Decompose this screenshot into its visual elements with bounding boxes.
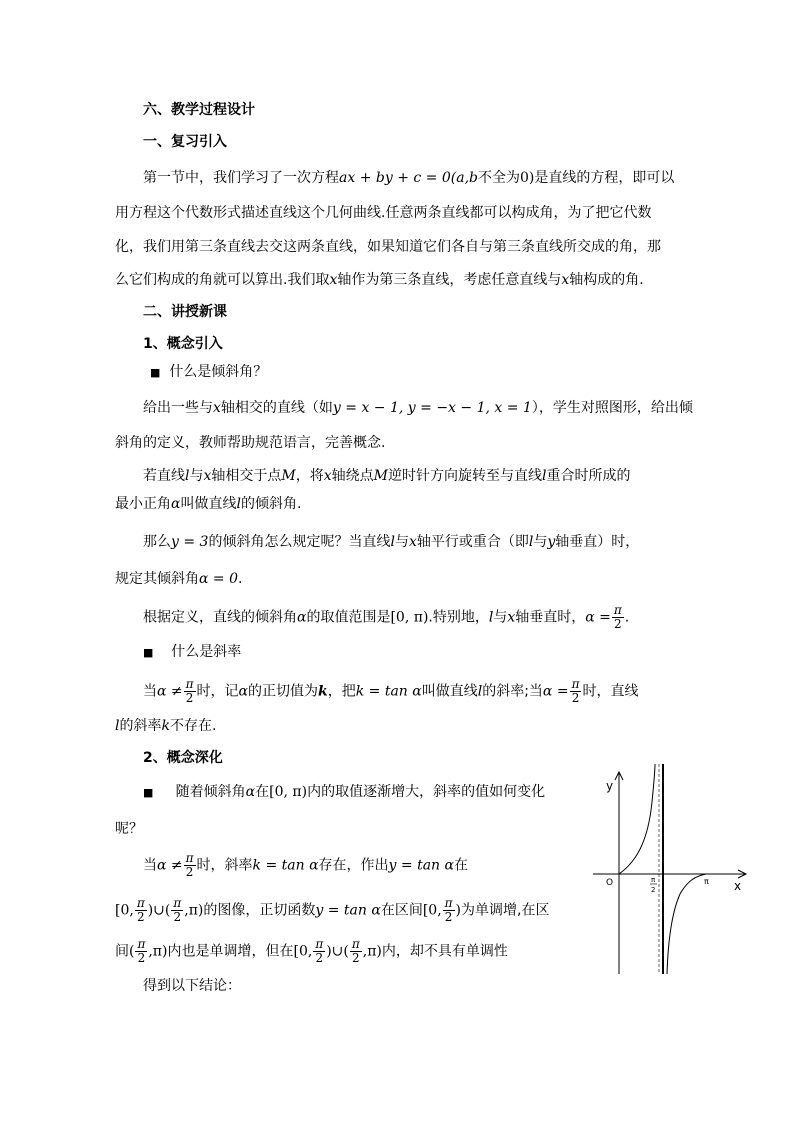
denominator: 2: [135, 951, 147, 965]
question-1: [150, 362, 267, 383]
numerator: π: [571, 677, 580, 691]
text: 么它们构成的角就可以算出.我们取: [115, 272, 330, 288]
section-heading-new-lesson: 二、讲授新课: [143, 304, 227, 320]
range-interval: [0, π): [269, 784, 308, 800]
denominator: 2: [570, 691, 582, 705]
text: 不全为: [477, 170, 520, 186]
text: 为单调增,在区: [461, 902, 550, 919]
numerator: π: [185, 851, 194, 865]
text: 叫做直线: [421, 683, 478, 700]
equation-zero: 0): [519, 170, 535, 186]
origin-label: O: [606, 878, 614, 888]
paragraph-7-line-1: [143, 782, 545, 803]
denominator: 2: [443, 910, 455, 924]
text: 的倾斜角.: [240, 496, 302, 512]
subsection-heading-concept-intro: 1、概念引入: [143, 336, 223, 352]
range-interval: [0, π): [390, 609, 429, 626]
denominator: 2: [171, 910, 183, 924]
equation-line: ax + by + c = 0(a,b: [339, 170, 478, 186]
var-l: l: [528, 534, 534, 550]
text: 第一节中，我们学习了一次方程: [143, 170, 339, 186]
var-l: l: [115, 718, 120, 734]
text: 与: [533, 534, 548, 550]
equation-y-tan: y = tan α: [315, 902, 381, 919]
text: 的取值范围是: [306, 609, 391, 626]
var-x: x: [329, 272, 338, 288]
equation-alpha: α =: [542, 683, 569, 700]
paragraph-6-line-1: [143, 678, 638, 705]
text: 规定其倾斜角: [115, 571, 199, 587]
text: 轴平行或重合（即: [416, 534, 529, 550]
interval-part: ,π): [184, 902, 204, 919]
var-x: x: [203, 468, 212, 484]
text: 重合时所成的: [546, 468, 631, 484]
numerator: π: [315, 937, 324, 951]
fraction-pi-over-2: [135, 938, 147, 965]
paragraph-8-line-3: [115, 938, 508, 965]
interval-part: [0,: [293, 943, 313, 960]
var-l: l: [541, 468, 547, 484]
paragraph-3-line-2: [115, 494, 301, 514]
text: 逆时针方向旋转至与直线: [387, 468, 542, 484]
tick-label-numerator: π: [651, 876, 656, 884]
tan-curve-right-branch: [667, 874, 706, 974]
text: 那么: [143, 534, 171, 550]
var-alpha: α: [171, 496, 181, 512]
text: 是直线的方程，即可以: [534, 170, 675, 186]
text: 当: [143, 857, 157, 874]
denominator: 2: [350, 951, 362, 965]
text: 的倾斜角怎么规定呢？当直线: [208, 534, 391, 550]
numerator: π: [137, 937, 146, 951]
question-text: 什么是倾斜角？: [169, 364, 268, 380]
paragraph-2-line-1: [143, 398, 693, 418]
union-symbol: )∪(: [147, 902, 171, 919]
text: 轴构成的角.: [569, 272, 644, 288]
interval-part: ,π): [362, 943, 382, 960]
paragraph-8-line-2: [115, 897, 549, 924]
fraction-pi-over-2: [570, 678, 582, 705]
fraction-pi-over-2: [135, 897, 147, 924]
var-alpha: α: [238, 683, 248, 700]
text: .特别地，: [428, 609, 489, 626]
text: 不存在.: [169, 718, 217, 734]
fraction-pi-over-2: [171, 897, 183, 924]
paragraph-8-line-1: [143, 852, 468, 879]
var-alpha: α: [245, 784, 256, 800]
text: 轴作为第三条直线，考虑任意直线与: [337, 272, 562, 288]
denominator: 2: [313, 951, 325, 965]
paragraph-9: 得到以下结论：: [143, 978, 241, 994]
equation-alpha-ne: α ≠: [157, 857, 183, 874]
var-l: l: [477, 683, 483, 700]
paragraph-4-line-2: [115, 569, 242, 589]
numerator: π: [173, 896, 182, 910]
text: 给出一些与: [143, 400, 213, 416]
denominator: 2: [612, 617, 624, 631]
end-tick-label: π: [704, 877, 709, 886]
y-axis-label: y: [606, 779, 614, 793]
interval-part: [0,: [422, 902, 442, 919]
var-x: x: [323, 468, 332, 484]
var-k: k: [161, 718, 170, 734]
text: 内，却不具有单调性: [381, 943, 508, 960]
text: 轴垂直时，: [515, 609, 586, 626]
fraction-pi-over-2: [443, 897, 455, 924]
var-x: x: [408, 534, 417, 550]
text: 轴相交于点: [211, 468, 282, 484]
paragraph-1-line-2: 用方程这个代数形式描述直线这个几何曲线.任意两条直线都可以构成角，为了把它代数: [115, 205, 652, 221]
bullet-square-icon: ■: [150, 366, 161, 379]
fraction-pi-over-2: [313, 938, 325, 965]
var-l: l: [185, 468, 190, 484]
text: .: [624, 609, 630, 626]
fraction-pi-over-2: [184, 678, 196, 705]
equation-k-tan: k = tan α: [355, 683, 422, 700]
question-2: [143, 642, 241, 663]
paragraph-2-line-2: 斜角的定义，教师帮助规范语言，完善概念.: [115, 435, 386, 451]
text: 在: [255, 784, 270, 800]
numerator: π: [136, 896, 145, 910]
numerator: π: [444, 896, 453, 910]
text: 内的取值逐渐增大，斜率的值如何变化: [307, 784, 546, 800]
equation-alpha-ne: α ≠: [157, 683, 183, 700]
subsection-heading-concept-deepen: 2、概念深化: [143, 750, 223, 766]
paragraph-4-line-1: [143, 532, 639, 552]
var-x: x: [507, 609, 516, 626]
text: 若直线: [143, 468, 185, 484]
text: 当: [143, 683, 157, 700]
text: 叫做直线: [180, 496, 237, 512]
text: 根据定义，直线的倾斜角: [143, 609, 297, 626]
text: 的斜率;当: [482, 683, 543, 700]
union-symbol: )∪(: [326, 943, 349, 960]
var-y: y: [547, 534, 556, 550]
tan-curve-left-branch: [619, 764, 655, 874]
text: 随着倾斜角: [175, 784, 246, 800]
var-alpha: α: [297, 609, 307, 626]
numerator: π: [185, 677, 194, 691]
var-m: M: [373, 468, 388, 484]
text: 轴相交的直线（如: [220, 400, 333, 416]
text: 的正切值为: [248, 683, 318, 700]
text: 最小正角: [115, 496, 171, 512]
text: 时，记: [196, 683, 239, 700]
paragraph-1-line-4: [115, 270, 644, 290]
equation-alpha: α =: [585, 609, 611, 626]
text: 在区间: [380, 902, 423, 919]
text: 与: [394, 534, 409, 550]
equation-y-tan: y = tan α: [388, 857, 454, 874]
text: ），学生对照图形，给出倾: [531, 400, 693, 416]
text: 与: [493, 609, 508, 626]
tick-label-denominator: 2: [651, 886, 656, 894]
section-heading-6: 六、教学过程设计: [143, 102, 255, 118]
example-equations: y = x − 1, y = −x − 1, x = 1: [332, 400, 532, 416]
bullet-square-icon: ■: [143, 646, 154, 659]
text: 轴绕点: [331, 468, 374, 484]
interval-part: [0,: [115, 902, 134, 919]
text: 时，斜率: [196, 857, 253, 874]
denominator: 2: [184, 691, 196, 705]
fraction-pi-over-2: [350, 938, 362, 965]
interval-part: ,π): [148, 943, 168, 960]
text: 的图像，正切函数: [203, 902, 316, 919]
interval-part: (: [129, 943, 135, 960]
var-x: x: [213, 400, 221, 416]
subsection-heading-review: 一、复习引入: [143, 134, 227, 150]
text: ，把: [327, 683, 356, 700]
equation-alpha-0: α = 0: [199, 571, 238, 587]
paragraph-6-line-2: [115, 716, 216, 736]
text: 轴垂直）时，: [555, 534, 640, 550]
var-l: l: [236, 496, 241, 512]
text: 存在，作出: [318, 857, 389, 874]
equation-k-tan: k = tan α: [252, 857, 319, 874]
text: 的斜率: [119, 718, 162, 734]
paragraph-1-line-1: [143, 168, 674, 188]
tangent-function-graph: [588, 762, 758, 980]
var-l: l: [390, 534, 395, 550]
equation-y-3: y = 3: [171, 534, 209, 550]
var-m: M: [281, 468, 296, 484]
text: 内也是单调增，但在: [167, 943, 294, 960]
numerator: π: [351, 937, 360, 951]
bullet-square-icon: ■: [143, 786, 154, 799]
paragraph-1-line-3: 化，我们用第三条直线去交这两条直线，如果知道它们各自与第三条直线所交成的角，那: [115, 239, 661, 255]
denominator: 2: [184, 865, 196, 879]
var-k: k: [318, 683, 328, 700]
var-l: l: [488, 609, 494, 626]
text: 在: [453, 857, 468, 874]
question-text: 什么是斜率: [171, 644, 242, 660]
interval-part: ): [455, 902, 462, 919]
numerator: π: [613, 603, 622, 617]
text: 与: [189, 468, 204, 484]
fraction-pi-over-2: [612, 604, 624, 631]
text: ，将: [295, 468, 324, 484]
text: 间: [115, 943, 129, 960]
paragraph-5-line-1: [143, 604, 629, 631]
var-x: x: [561, 272, 570, 288]
text: .: [238, 571, 243, 587]
x-axis-label: x: [734, 879, 742, 893]
paragraph-3-line-1: [143, 466, 630, 486]
text: 时，直线: [582, 683, 639, 700]
paragraph-7-line-2: 呢？: [115, 821, 143, 837]
denominator: 2: [135, 910, 147, 924]
fraction-pi-over-2: [184, 852, 196, 879]
